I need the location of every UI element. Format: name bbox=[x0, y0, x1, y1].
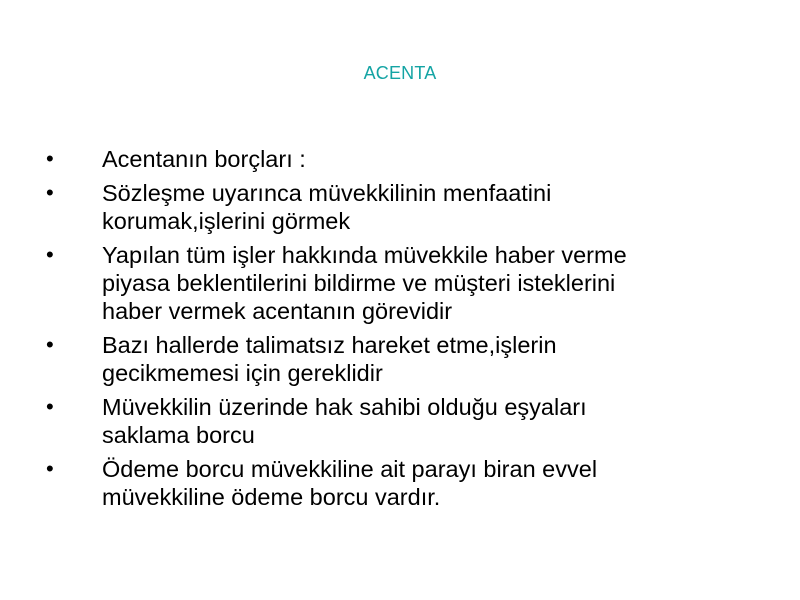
bullet-text-line: müvekkiline ödeme borcu vardır. bbox=[102, 484, 441, 510]
bullet-list bbox=[44, 145, 764, 517]
bullet-icon: • bbox=[46, 456, 54, 481]
bullet-text-line: Ödeme borcu müvekkiline ait parayı biran evvel bbox=[102, 456, 598, 482]
bullet-text-line: Yapılan tüm işler hakkında müvekkile haber verme bbox=[102, 242, 627, 268]
bullet-item-2 bbox=[44, 179, 764, 235]
bullet-text-line: piyasa beklentilerini bildirme ve müşteri isteklerini bbox=[102, 270, 616, 296]
bullet-icon: • bbox=[46, 332, 54, 357]
bullet-item-6 bbox=[44, 455, 764, 511]
bullet-item-5 bbox=[44, 393, 764, 449]
bullet-item-3 bbox=[44, 241, 764, 325]
bullet-icon: • bbox=[46, 242, 54, 267]
slide-title: ACENTA bbox=[363, 63, 437, 83]
bullet-icon: • bbox=[46, 394, 54, 419]
bullet-item-4 bbox=[44, 331, 764, 387]
bullet-text-line: saklama borcu bbox=[102, 422, 255, 448]
bullet-text-line: gecikmemesi için gereklidir bbox=[102, 360, 383, 386]
bullet-text-line: Sözleşme uyarınca müvekkilinin menfaatini bbox=[102, 180, 552, 206]
bullet-icon: • bbox=[46, 146, 54, 171]
bullet-text-line: Müvekkilin üzerinde hak sahibi olduğu eşyaları bbox=[102, 394, 587, 420]
bullet-text-line: haber vermek acentanın görevidir bbox=[102, 298, 453, 324]
bullet-item-1 bbox=[44, 145, 764, 173]
bullet-text-line: korumak,işlerini görmek bbox=[102, 208, 351, 234]
bullet-icon: • bbox=[46, 180, 54, 205]
bullet-text-line: Acentanın borçları : bbox=[102, 146, 306, 172]
bullet-text-line: Bazı hallerde talimatsız hareket etme,işlerin bbox=[102, 332, 557, 358]
